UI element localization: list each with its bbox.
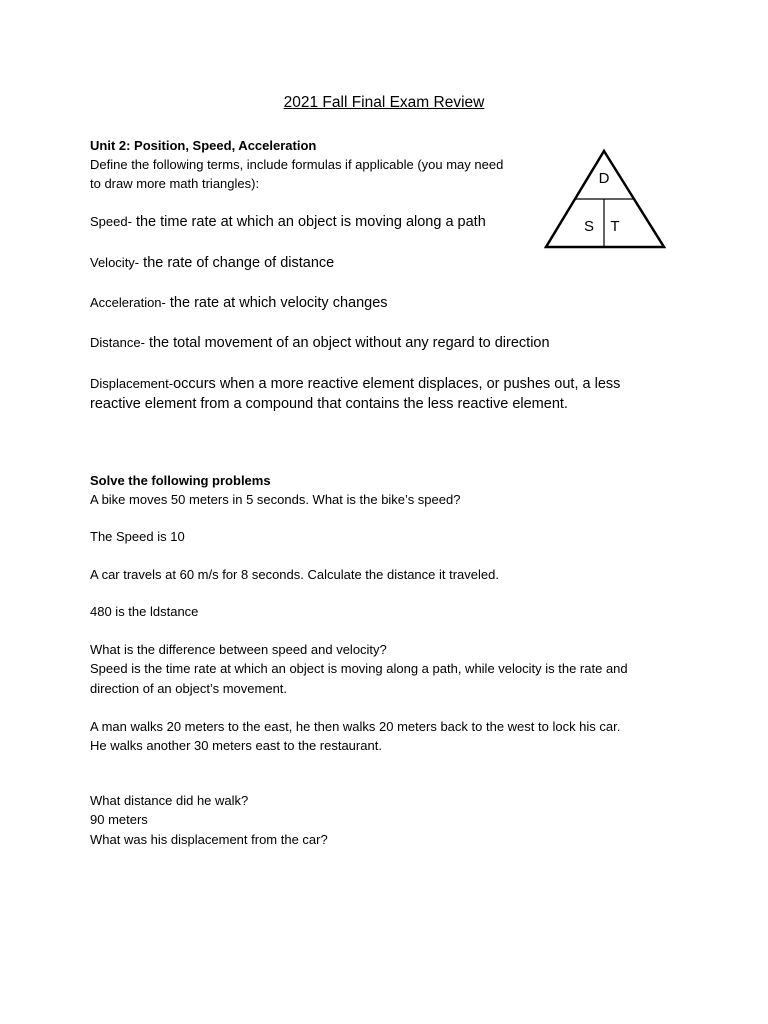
answer-3-line-1: Speed is the time rate at which an object is moving along a path, while velocity is the rate and: [90, 661, 628, 676]
question-1: A bike moves 50 meters in 5 seconds. What is the bike’s speed?: [90, 492, 461, 507]
question-5: What was his displacement from the car?: [90, 832, 328, 847]
term-distance: [90, 333, 550, 352]
dst-triangle-diagram: [543, 148, 667, 252]
question-4: What distance did he walk?: [90, 793, 249, 808]
term-velocity: [90, 253, 334, 272]
term-definition: the time rate at which an object is moving along a path: [131, 214, 486, 230]
term-definition: the rate of change of distance: [139, 255, 335, 271]
instructions-line-2: to draw more math triangles):: [90, 176, 260, 191]
term-label: Acceleration-: [90, 295, 166, 310]
page-title: 2021 Fall Final Exam Review: [283, 94, 485, 111]
term-definition: the total movement of an object without any regard to direction: [144, 335, 550, 351]
answer-1: The Speed is 10: [90, 529, 185, 544]
instructions-line-1: Define the following terms, include formulas if applicable (you may need: [90, 157, 504, 172]
term-definition: the rate at which velocity changes: [165, 295, 388, 311]
term-speed: [90, 212, 486, 231]
problems-heading: Solve the following problems: [90, 473, 271, 488]
term-label: Displacement-: [90, 376, 174, 391]
question-3: What is the difference between speed and velocity?: [90, 642, 387, 657]
term-acceleration: [90, 293, 388, 312]
term-label: Distance-: [90, 335, 145, 350]
scenario-line-1: A man walks 20 meters to the east, he then walks 20 meters back to the west to lock his car.: [90, 719, 621, 734]
term-displacement: [90, 374, 620, 393]
answer-2: 480 is the ldstance: [90, 604, 199, 619]
question-2: A car travels at 60 m/s for 8 seconds. Calculate the distance it traveled.: [90, 567, 499, 582]
triangle-label-bottom-right: T: [610, 218, 620, 235]
term-label: Velocity-: [90, 255, 140, 270]
scenario-line-2: He walks another 30 meters east to the restaurant.: [90, 738, 382, 753]
answer-3-line-2: direction of an object’s movement.: [90, 681, 288, 696]
term-label: Speed-: [90, 214, 132, 229]
unit-heading: Unit 2: Position, Speed, Acceleration: [90, 138, 317, 153]
answer-4: 90 meters: [90, 812, 148, 827]
term-displacement-continuation: reactive element from a compound that contains the less reactive element.: [90, 396, 568, 412]
term-definition: occurs when a more reactive element displaces, or pushes out, a less: [173, 376, 621, 392]
triangle-label-top: D: [598, 170, 610, 187]
triangle-label-bottom-left: S: [583, 218, 595, 235]
